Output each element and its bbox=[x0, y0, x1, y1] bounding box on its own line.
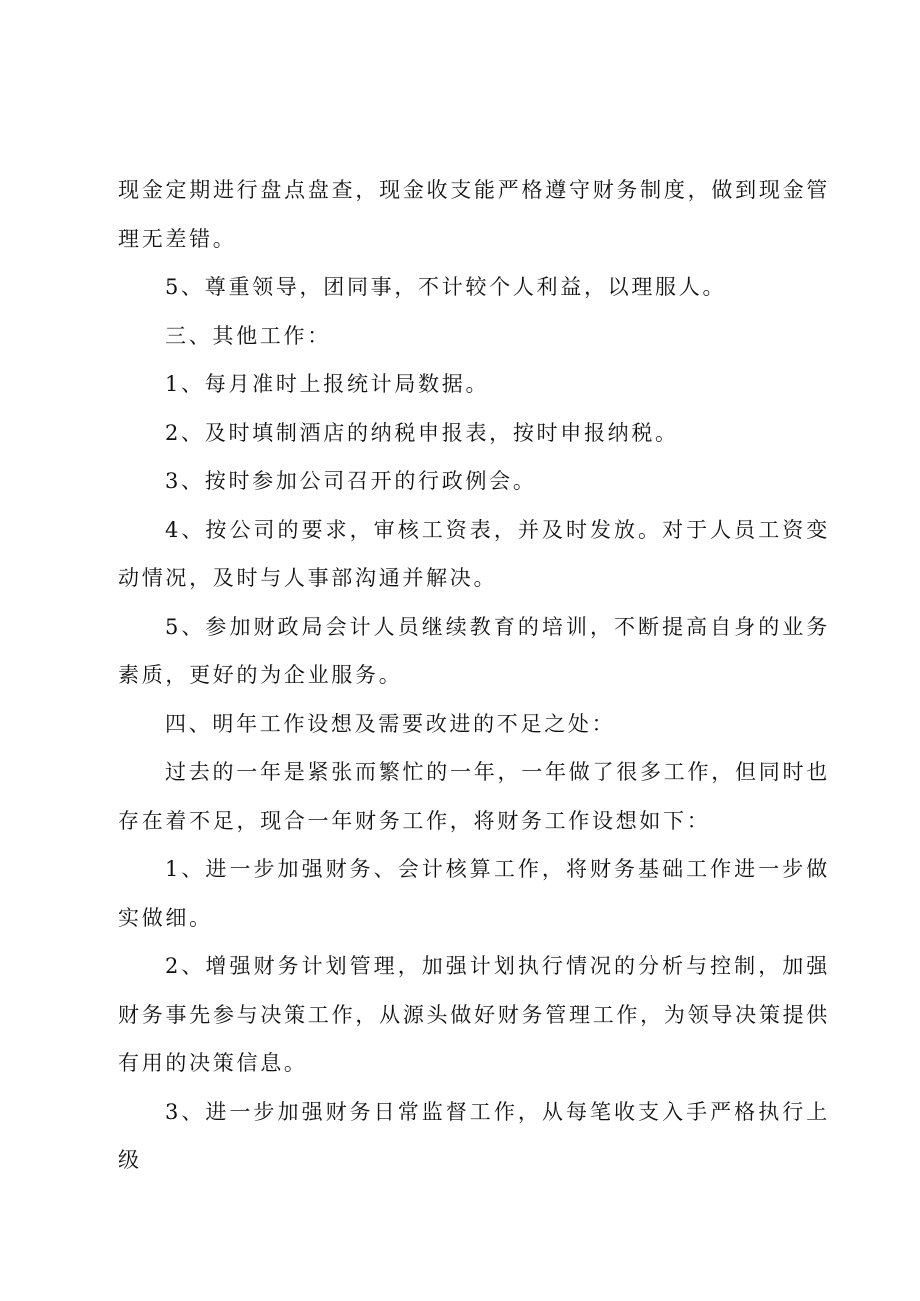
paragraph-year-summary: 过去的一年是紧张而繁忙的一年，一年做了很多工作，但同时也存在着不足，现合一年财务工作，将财务工作设想如下： bbox=[118, 760, 830, 833]
paragraph-monthly-report: 1、每月准时上报统计局数据。 bbox=[165, 372, 490, 396]
section-heading-other-work: 三、其他工作： bbox=[165, 323, 331, 348]
paragraph-strengthen-accounting: 1、进一步加强财务、会计核算工作，将财务基础工作进一步做实做细。 bbox=[118, 857, 830, 930]
document-body bbox=[118, 166, 830, 1185]
paragraph-respect-leaders: 5、尊重领导，团同事，不计较个人利益，以理服人。 bbox=[165, 275, 727, 299]
paragraph-daily-supervision: 3、进一步加强财务日常监督工作，从每笔收支入手严格执行上级 bbox=[118, 1099, 830, 1172]
paragraph-financial-planning: 2、增强财务计划管理，加强计划执行情况的分析与控制，加强财务事先参与决策工作，从源头做好财务管理工作，为领导决策提供有用的决策信息。 bbox=[118, 954, 830, 1075]
paragraph-cash-check: 现金定期进行盘点盘查，现金收支能严格遵守财务制度，做到现金管理无差错。 bbox=[118, 178, 830, 251]
paragraph-continuing-education: 5、参加财政局会计人员继续教育的培训，不断提高自身的业务素质，更好的为企业服务。 bbox=[118, 614, 830, 687]
paragraph-payroll-review: 4、按公司的要求，审核工资表，并及时发放。对于人员工资变动情况，及时与人事部沟通并解决。 bbox=[118, 517, 830, 590]
paragraph-admin-meeting: 3、按时参加公司召开的行政例会。 bbox=[165, 469, 537, 493]
paragraph-tax-filing: 2、及时填制酒店的纳税申报表，按时申报纳税。 bbox=[165, 420, 679, 445]
section-heading-next-year-plan: 四、明年工作设想及需要改进的不足之处： bbox=[165, 711, 616, 736]
